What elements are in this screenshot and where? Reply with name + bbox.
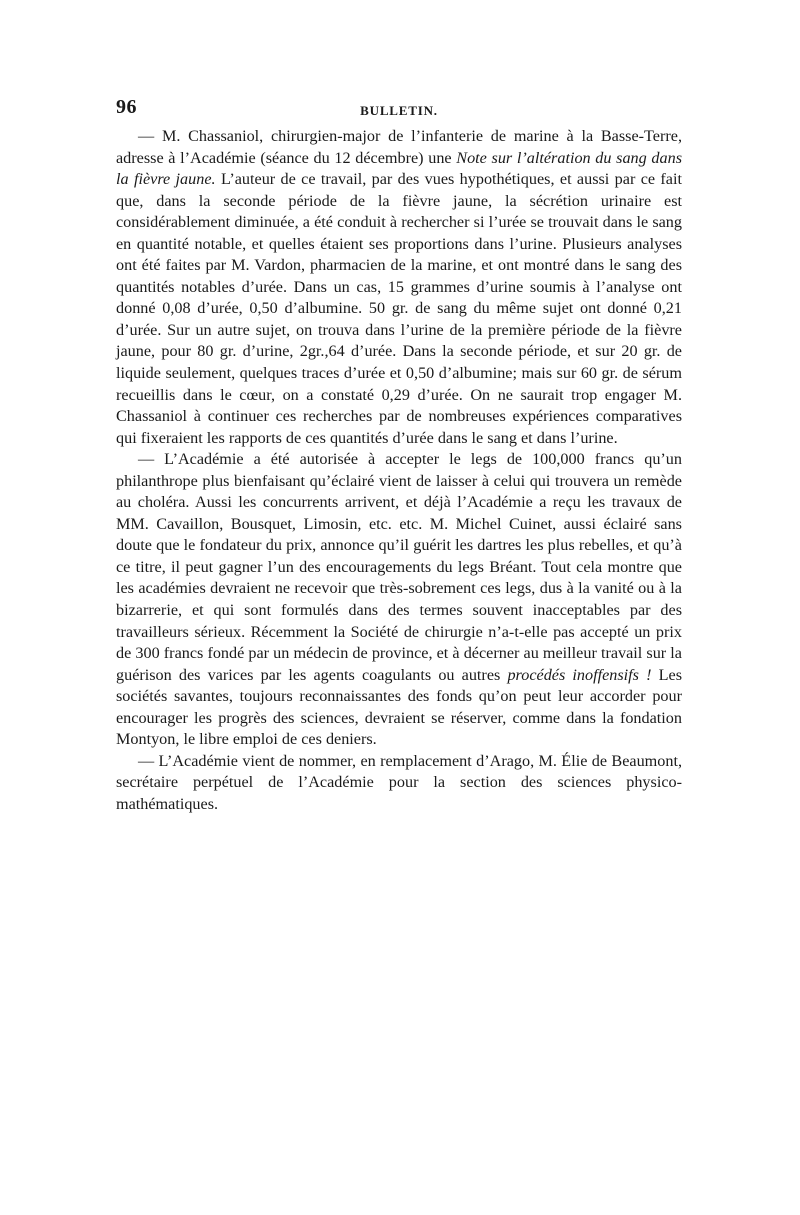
running-head: BULLETIN. — [360, 103, 438, 118]
paragraph-text: Les sociétés savantes, toujours reconnaissantes des fonds qu’on peut leur accorder pour encourager les progrès des sciences, devraient se réserver, comme dans la fondation Montyon, le libre emploi de ces deniers. — [116, 665, 682, 749]
paragraph-election — [116, 751, 682, 816]
page-number: 96 — [116, 96, 137, 118]
note-title: Note sur l’altération du sang dans la fièvre jaune. — [116, 148, 682, 189]
paragraph-text: — L’Académie vient de nommer, en remplacement d’Arago, M. Élie de Beaumont, secrétaire perpétuel de l’Académie pour la section des sciences physico-mathématiques. — [116, 751, 682, 813]
article-body — [116, 126, 682, 816]
paragraph-chassaniol — [116, 126, 682, 449]
paragraph-text: L’auteur de ce travail, par des vues hypothétiques, et aussi par ce fait que, dans la seconde période de la fièvre jaune, la sécrétion urinaire est considérablement diminuée, a été conduit à rechercher si l’urée se trouvait dans le sang en quantité notable, et quelles étaient ses proportions dans l’urine. Plusieurs analyses ont été faites par M. Vardon, pharmacien de la marine, et ont montré dans le sang des quantités notables d’urée. Dans un cas, 15 grammes d’urine soumis à l’analyse ont donné 0,08 d’urée, 0,50 d’albumine. 50 gr. de sang du même sujet ont donné 0,21 d’urée. Sur un autre sujet, on trouva dans l’urine de la première période de la fièvre jaune, pour 80 gr. d’urine, 2gr.,64 d’urée. Dans la seconde période, et sur 20 gr. de liquide seulement, quelques traces d’urée et 0,50 d’albumine; mais sur 60 gr. de sérum recueillis dans le cœur, on a constaté 0,29 d’urée. On ne saurait trop engager M. Chassaniol à continuer ces recherches par de nombreuses expériences comparatives qui fixeraient les rapports de ces quantités d’urée dans le sang et dans l’urine. — [116, 170, 682, 447]
italic-phrase: procédés inoffensifs ! — [507, 665, 652, 684]
paragraph-text: — M. Chassaniol, chirurgien-major de l’infanterie de marine à la Basse-Terre, adresse à l’Académie (séance du 12 décembre) une — [116, 127, 682, 167]
paragraph-legs-cholera — [116, 449, 682, 751]
page-header — [116, 96, 682, 122]
paragraph-text: — L’Académie a été autorisée à accepter le legs de 100,000 francs qu’un philanthrope plus bienfaisant qu’éclairé vient de laisser à celui qui trouvera un remède au choléra. Aussi les concurrents arrivent, et déjà l’Académie a reçu les travaux de MM. Cavaillon, Bousquet, Limosin, etc. etc. M. Michel Cuinet, aussi éclairé sans doute que le fondateur du prix, annonce qu’il guérit les dartres les plus rebelles, et qu’à ce titre, il peut gagner l’un des encouragements du legs Bréant. Tout cela montre que les académies devraient ne recevoir que très-sobrement ces legs, dus à la vanité ou à la bizarrerie, et qui sont formulés dans des termes souvent inacceptables par des travailleurs sérieux. Récemment la Société de chirurgie n’a-t-elle pas accepté un prix de 300 francs fondé par un médecin de province, et à décerner au meilleur travail sur la guérison des varices par les agents coagulants ou autres — [116, 450, 682, 684]
book-page — [116, 96, 682, 816]
